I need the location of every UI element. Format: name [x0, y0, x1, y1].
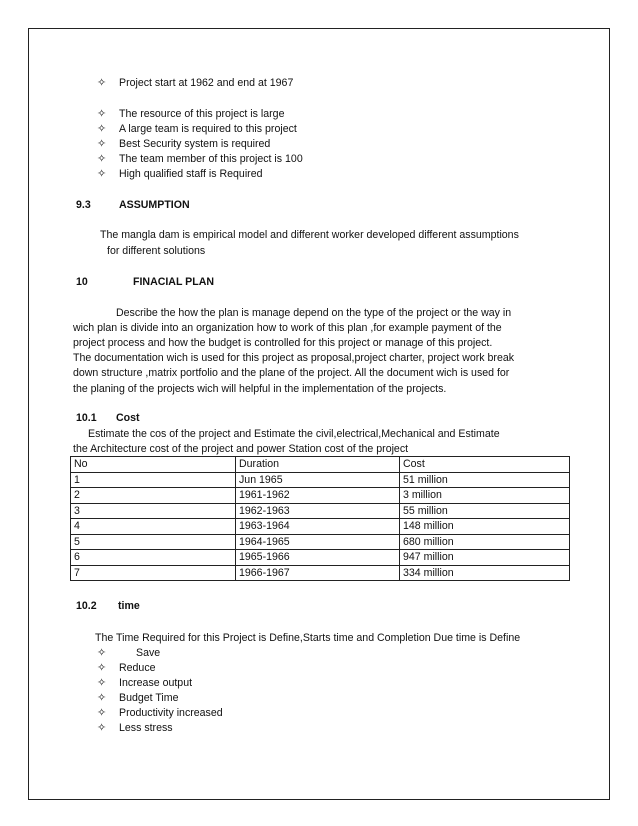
paragraph-line: wich plan is divide into an organization how to work of this plan ,for example payment of the — [73, 322, 502, 334]
list-item — [97, 168, 263, 181]
diamond-star-icon: ✧ — [97, 662, 107, 674]
diamond-star-icon: ✧ — [97, 108, 107, 120]
list-item — [97, 662, 156, 675]
table-cell: 1962-1963 — [236, 503, 400, 519]
table-cell: 1961-1962 — [236, 488, 400, 504]
paragraph-line: The Time Required for this Project is Define,Starts time and Completion Due time is Define — [95, 632, 521, 644]
list-item-text: Budget Time — [119, 692, 179, 704]
list-item — [97, 692, 178, 705]
table-row — [71, 565, 570, 581]
paragraph-line: the planing of the projects wich will helpful in the implementation of the projects. — [73, 383, 447, 395]
section-number: 9.3 — [76, 199, 91, 211]
list-item-text: Productivity increased — [119, 707, 223, 719]
list-item — [97, 138, 270, 151]
list-item-text: Reduce — [119, 662, 156, 674]
list-item — [97, 108, 284, 121]
table-cell: 3 million — [400, 488, 570, 504]
table-cell: 2 — [71, 488, 236, 504]
table-header-cell: Duration — [236, 457, 400, 473]
diamond-star-icon: ✧ — [97, 722, 107, 734]
paragraph-line: the Architecture cost of the project and power Station cost of the project — [73, 443, 409, 455]
table-cell: 51 million — [400, 472, 570, 488]
section-heading: FINACIAL PLAN — [133, 276, 215, 288]
table-cell: 55 million — [400, 503, 570, 519]
table-row — [71, 519, 570, 535]
table-cell: 6 — [71, 550, 236, 566]
section-heading: time — [118, 600, 140, 612]
list-item — [97, 153, 303, 166]
list-item-text: Project start at 1962 and end at 1967 — [119, 77, 294, 89]
list-item — [97, 707, 223, 720]
list-item — [97, 722, 173, 735]
list-item-text: The team member of this project is 100 — [119, 153, 303, 165]
section-heading: ASSUMPTION — [119, 199, 190, 211]
diamond-star-icon: ✧ — [97, 138, 107, 150]
table-cell: 148 million — [400, 519, 570, 535]
table-cell: 4 — [71, 519, 236, 535]
cost-table — [70, 456, 570, 581]
section-number: 10.1 — [76, 412, 97, 424]
list-item — [97, 647, 160, 660]
diamond-star-icon: ✧ — [97, 707, 107, 719]
table-cell: 1 — [71, 472, 236, 488]
paragraph-line: project process and how the budget is controlled for this project or manage of this project. — [73, 337, 493, 349]
list-item — [97, 77, 293, 90]
paragraph-line: The mangla dam is empirical model and different worker developed different assumptions — [100, 229, 519, 241]
table-row — [71, 550, 570, 566]
table-cell: 7 — [71, 565, 236, 581]
table-cell: 3 — [71, 503, 236, 519]
section-number: 10 — [76, 276, 88, 288]
table-cell: 1964-1965 — [236, 534, 400, 550]
paragraph-line: Estimate the cos of the project and Estimate the civil,electrical,Mechanical and Estimate — [88, 428, 500, 440]
diamond-star-icon: ✧ — [97, 168, 107, 180]
table-header-row — [71, 457, 570, 473]
table-row — [71, 488, 570, 504]
table-cell: 947 million — [400, 550, 570, 566]
table-cell: 680 million — [400, 534, 570, 550]
diamond-star-icon: ✧ — [97, 123, 107, 135]
table-cell: Jun 1965 — [236, 472, 400, 488]
table-header-cell: Cost — [400, 457, 570, 473]
section-heading: Cost — [116, 412, 140, 424]
paragraph-line: down structure ,matrix portfolio and the plane of the project. All the document wich is used for — [73, 367, 510, 379]
table-row — [71, 534, 570, 550]
table-header-cell: No — [71, 457, 236, 473]
table-cell: 1965-1966 — [236, 550, 400, 566]
list-item-text: Increase output — [119, 677, 193, 689]
diamond-star-icon: ✧ — [97, 647, 107, 659]
list-item-text: Best Security system is required — [119, 138, 271, 150]
table-cell: 1966-1967 — [236, 565, 400, 581]
list-item-text: The resource of this project is large — [119, 108, 285, 120]
table-row — [71, 503, 570, 519]
list-item-text: A large team is required to this project — [119, 123, 297, 135]
table-cell: 1963-1964 — [236, 519, 400, 535]
list-item-text: High qualified staff is Required — [119, 168, 263, 180]
paragraph-line: The documentation wich is used for this project as proposal,project charter, project work break — [73, 352, 515, 364]
diamond-star-icon: ✧ — [97, 692, 107, 704]
list-item-text: Less stress — [119, 722, 173, 734]
diamond-star-icon: ✧ — [97, 153, 107, 165]
diamond-star-icon: ✧ — [97, 77, 107, 89]
table-row — [71, 472, 570, 488]
list-item — [97, 677, 192, 690]
paragraph-line: Describe the how the plan is manage depend on the type of the project or the way in — [116, 307, 512, 319]
diamond-star-icon: ✧ — [97, 677, 107, 689]
table-cell: 334 million — [400, 565, 570, 581]
list-item-text: Save — [136, 647, 161, 659]
list-item — [97, 123, 297, 136]
section-number: 10.2 — [76, 600, 97, 612]
table-cell: 5 — [71, 534, 236, 550]
paragraph-line: for different solutions — [107, 245, 206, 257]
